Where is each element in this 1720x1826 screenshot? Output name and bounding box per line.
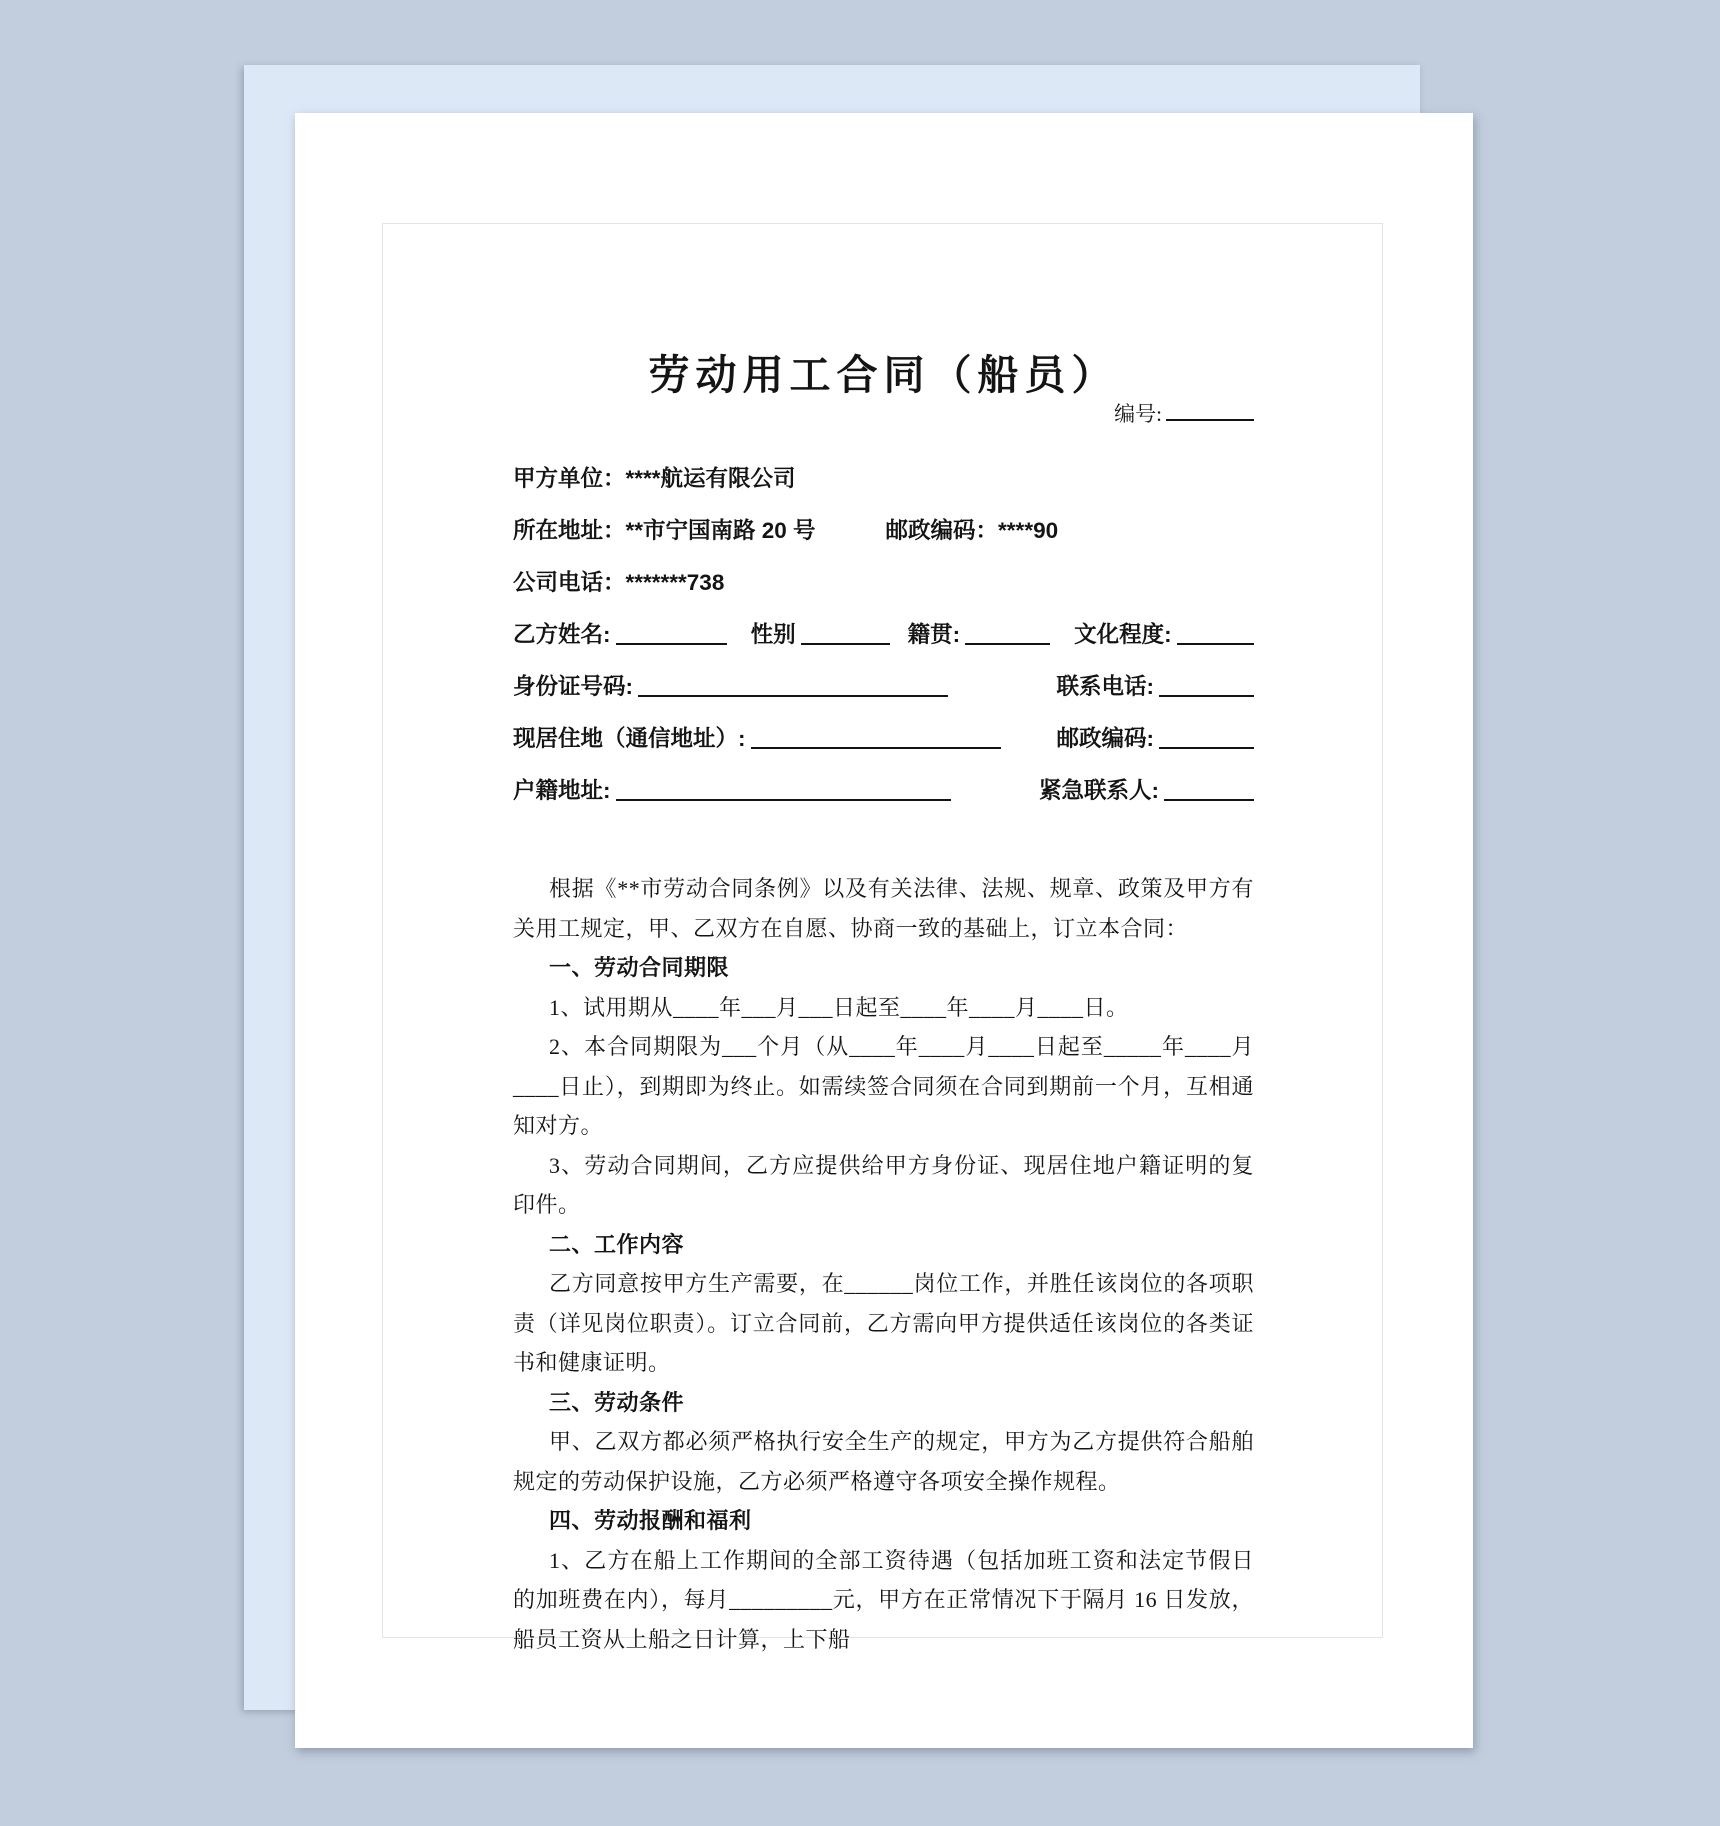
contract-header-fields bbox=[513, 451, 1254, 815]
party-a-phone-text: 公司电话：*******738 bbox=[513, 570, 725, 595]
section-1-clause-2: 2、本合同期限为___个月（从____年____月____日起至_____年____月____日止），到期即为终止。如需续签合同须在合同到期前一个月，互相通知对方。 bbox=[513, 1034, 1254, 1138]
contract-body bbox=[513, 869, 1254, 1659]
party-b-gender-label: 性别 bbox=[750, 622, 796, 647]
party-a-address-text: 所在地址：**市宁国南路 20 号 bbox=[513, 518, 816, 543]
party-b-education-blank bbox=[1177, 624, 1254, 645]
party-b-postal-code-label: 邮政编码: bbox=[1056, 726, 1154, 751]
section-1-clause-3: 3、劳动合同期间，乙方应提供给甲方身份证、现居住地户籍证明的复印件。 bbox=[513, 1152, 1254, 1217]
section-2-paragraph: 乙方同意按甲方生产需要，在______岗位工作，并胜任该岗位的各项职责（详见岗位职责）。订立合同前，乙方需向甲方提供适任该岗位的各类证书和健康证明。 bbox=[513, 1271, 1254, 1375]
party-b-name-label: 乙方姓名: bbox=[513, 622, 611, 647]
section-1-heading: 一、劳动合同期限 bbox=[549, 955, 730, 980]
party-b-id-row bbox=[513, 659, 1254, 711]
party-b-residence-row bbox=[513, 711, 1254, 763]
party-b-gender-blank bbox=[801, 624, 890, 645]
party-b-name-blank bbox=[616, 624, 727, 645]
section-4-heading: 四、劳动报酬和福利 bbox=[549, 1508, 752, 1533]
serial-label: 编号: bbox=[1114, 402, 1162, 426]
serial-number-line bbox=[513, 400, 1254, 428]
party-b-native-place-label: 籍贯: bbox=[907, 622, 961, 647]
party-b-registered-address-label: 户籍地址: bbox=[513, 778, 611, 803]
party-b-contact-phone-label: 联系电话: bbox=[1056, 674, 1154, 699]
party-a-phone-line bbox=[513, 555, 1254, 607]
party-a-unit-text: 甲方单位：****航运有限公司 bbox=[513, 466, 796, 491]
party-b-contact-phone-blank bbox=[1159, 676, 1254, 697]
party-a-unit-line bbox=[513, 451, 1254, 503]
party-b-emergency-contact-blank bbox=[1164, 780, 1254, 801]
party-b-name-row bbox=[513, 607, 1254, 659]
page-border-frame bbox=[382, 223, 1383, 1652]
party-b-residence-blank bbox=[751, 728, 1001, 749]
document-title: 劳动用工合同（船员） bbox=[648, 352, 1119, 398]
party-b-registered-address-blank bbox=[616, 780, 951, 801]
section-3-heading: 三、劳动条件 bbox=[549, 1389, 685, 1415]
serial-blank-field bbox=[1166, 401, 1254, 421]
party-b-emergency-contact-label: 紧急联系人: bbox=[1039, 778, 1159, 803]
section-4-clause-1-partial: 1、乙方在船上工作期间的全部工资待遇（包括加班工资和法定节假日的加班费在内），每月_________元，甲方在正常情况下于隔月 16 日发放，船员工资从上船之日计算，上下船 bbox=[513, 1547, 1254, 1652]
intro-paragraph: 根据《**市劳动合同条例》以及有关法律、法规、规章、政策及甲方有关用工规定，甲、乙双方在自愿、协商一致的基础上，订立本合同： bbox=[513, 876, 1254, 941]
party-b-education-label: 文化程度: bbox=[1074, 622, 1172, 647]
party-b-id-label: 身份证号码: bbox=[513, 674, 633, 699]
contract-paper bbox=[295, 113, 1473, 1748]
party-a-address-line bbox=[513, 503, 1254, 555]
section-2-heading: 二、工作内容 bbox=[549, 1231, 685, 1257]
party-a-postal-text: 邮政编码：****90 bbox=[885, 518, 1059, 543]
party-b-registered-address-row bbox=[513, 763, 1254, 815]
party-b-id-blank bbox=[638, 676, 948, 697]
party-b-postal-code-blank bbox=[1159, 728, 1254, 749]
section-3-paragraph: 甲、乙双方都必须严格执行安全生产的规定，甲方为乙方提供符合船舶规定的劳动保护设施，乙方必须严格遵守各项安全操作规程。 bbox=[513, 1429, 1254, 1494]
party-b-native-place-blank bbox=[965, 624, 1050, 645]
party-b-residence-label: 现居住地（通信地址）: bbox=[513, 726, 746, 751]
section-1-clause-1: 1、试用期从____年___月___日起至____年____月____日。 bbox=[549, 994, 1129, 1020]
